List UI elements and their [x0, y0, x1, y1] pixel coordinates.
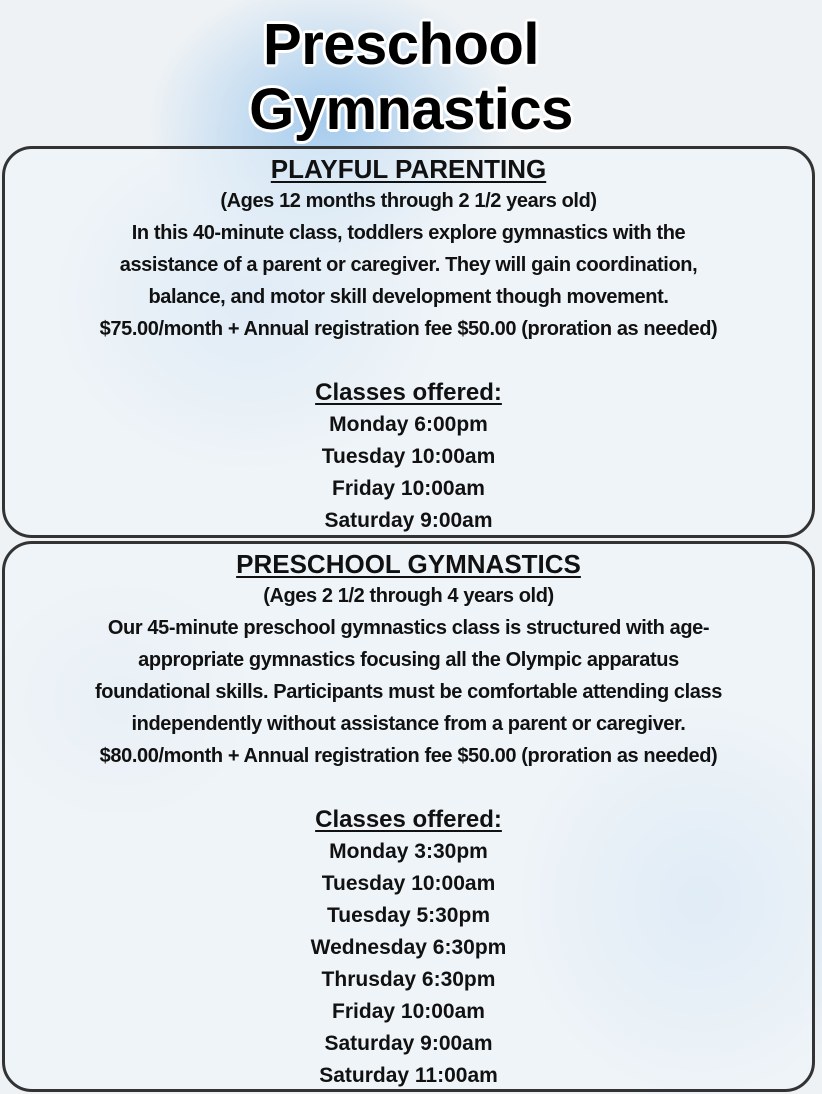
description-line: assistance of a parent or caregiver. They will gain coordination, — [119, 254, 698, 276]
class-time: Saturday 9:00am — [324, 509, 493, 532]
section-heading: PRESCHOOL GYMNASTICS — [236, 549, 581, 579]
class-time: Saturday 11:00am — [319, 1064, 498, 1087]
preschool-gymnastics-card — [2, 541, 815, 1092]
class-time: Thrusday 6:30pm — [321, 968, 496, 991]
classes-offered-label: Classes offered: — [315, 806, 502, 833]
class-time: Tuesday 10:00am — [321, 445, 496, 468]
classes-offered-label: Classes offered: — [315, 379, 502, 406]
ages-text: (Ages 12 months through 2 1/2 years old) — [220, 190, 597, 212]
price-line: $80.00/month + Annual registration fee $50.00 (proration as needed) — [99, 745, 718, 767]
class-time: Monday 3:30pm — [329, 840, 488, 863]
description-line: independently without assistance from a parent or caregiver. — [131, 713, 686, 735]
description-line: In this 40-minute class, toddlers explore gymnastics with the — [131, 222, 686, 244]
class-time: Tuesday 5:30pm — [326, 904, 490, 927]
page-title-line-2: Gymnastics — [249, 77, 573, 142]
section-heading: PLAYFUL PARENTING — [270, 154, 547, 184]
price-line: $75.00/month + Annual registration fee $50.00 (proration as needed) — [99, 318, 718, 340]
ages-text: (Ages 2 1/2 through 4 years old) — [263, 585, 554, 607]
description-line: foundational skills. Participants must be comfortable attending class — [95, 681, 722, 703]
class-time: Tuesday 10:00am — [321, 872, 496, 895]
page-title-line-1: Preschool — [263, 12, 539, 77]
class-time: Monday 6:00pm — [329, 413, 488, 436]
description-line: Our 45-minute preschool gymnastics class is structured with age- — [107, 617, 710, 639]
playful-parenting-card — [2, 146, 815, 538]
class-time: Wednesday 6:30pm — [310, 936, 507, 959]
description-line: appropriate gymnastics focusing all the Olympic apparatus — [138, 649, 679, 671]
class-time: Saturday 9:00am — [324, 1032, 493, 1055]
class-time: Friday 10:00am — [332, 1000, 485, 1023]
class-time: Friday 10:00am — [332, 477, 485, 500]
description-line: balance, and motor skill development though movement. — [148, 286, 669, 308]
